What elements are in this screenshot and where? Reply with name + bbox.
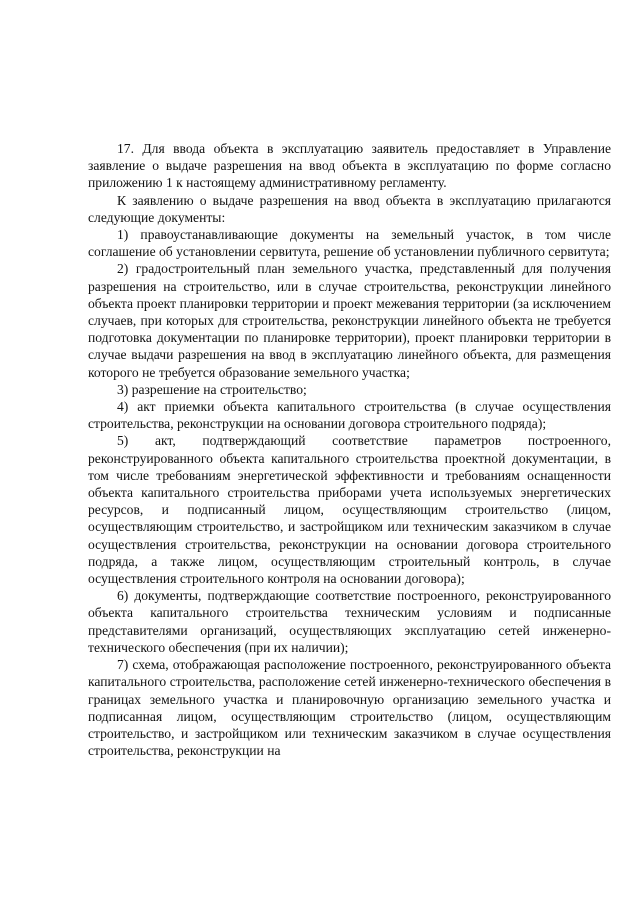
paragraph-attachments-intro: К заявлению о выдаче разрешения на ввод объекта в эксплуатацию прилагаются следующие документы:	[88, 192, 611, 225]
list-item-2: 2) градостроительный план земельного участка, представленный для получения разрешения на строительство, или в случае строительства, реконструкции линейного объекта проект планировки территории и проект межевания территории (за исключением случаев, при которых для строительства, реконструкции линейного объекта не требуется подготовка документации по планировке территории), проект планировки территории в случае выдачи разрешения на ввод в эксплуатацию линейного объекта, для размещения которого не требуется образование земельного участка;	[88, 261, 611, 380]
document-page	[88, 140, 611, 759]
list-item-4: 4) акт приемки объекта капитального строительства (в случае осуществления строительства, реконструкции на основании договора строительного подряда);	[88, 399, 611, 432]
list-item-1: 1) правоустанавливающие документы на земельный участок, в том числе соглашение об установлении сервитута, решение об установлении публичного сервитута;	[88, 227, 611, 260]
paragraph-17: 17. Для ввода объекта в эксплуатацию заявитель предоставляет в Управление заявление о выдаче разрешения на ввод объекта в эксплуатацию по форме согласно приложению 1 к настоящему административному регламенту.	[88, 141, 611, 191]
list-item-3: 3) разрешение на строительство;	[117, 381, 307, 397]
list-item-5: 5) акт, подтверждающий соответствие параметров построенного, реконструированного объекта капитального строительства проектной документации, в том числе требованиям энергетической эффективности и требованиям оснащенности объекта капитального строительства приборами учета используемых энергетических ресурсов, и подписанный лицом, осуществляющим строительство (лицом, осуществляющим строительство, и застройщиком или техническим заказчиком в случае осуществления строительства, реконструкции на основании договора строительного подряда, а также лицом, осуществляющим строительный контроль, в случае осуществления строительного контроля на основании договора);	[88, 433, 611, 587]
list-item-7: 7) схема, отображающая расположение построенного, реконструированного объекта капитального строительства, расположение сетей инженерно-технического обеспечения в границах земельного участка и планировочную организацию земельного участка и подписанная лицом, осуществляющим строительство (лицом, осуществляющим строительство, и застройщиком или техническим заказчиком в случае осуществления строительства, реконструкции на	[88, 657, 611, 759]
list-item-6: 6) документы, подтверждающие соответствие построенного, реконструированного объекта капитального строительства техническим условиям и подписанные представителями организаций, осуществляющих эксплуатацию сетей инженерно-технического обеспечения (при их наличии);	[88, 588, 611, 655]
